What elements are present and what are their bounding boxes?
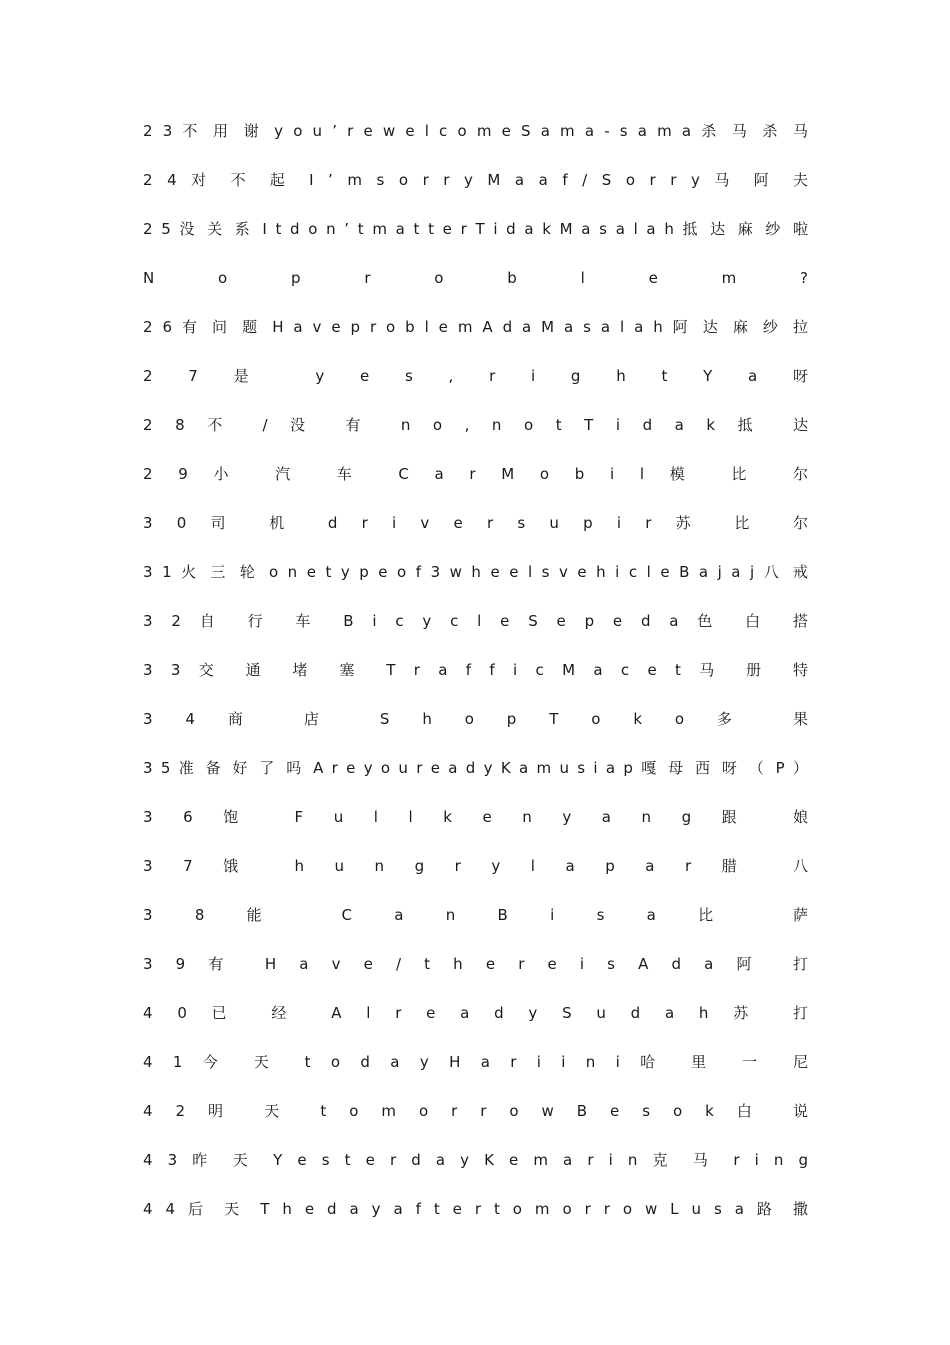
text-line: 3 5 准 备 好 了 吗 A r e y o u r e a d y K a m u s i a p 嘎 母 西 呀 （ P ） <box>143 759 808 777</box>
text-block <box>143 118 808 1245</box>
text-line: 3 2 自 行 车 B i c y c l e S e p e d a 色 白 搭 <box>143 612 808 630</box>
text-line: 3 0 司 机 d r i v e r s u p i r 苏 比 尔 <box>143 514 808 532</box>
text-line: 3 6 饱 F u l l k e n y a n g 跟 娘 <box>143 808 808 826</box>
text-line: 3 9 有 H a v e / t h e r e i s A d a 阿 打 <box>143 955 808 973</box>
text-line: 2 6 有 问 题 H a v e p r o b l e m A d a M a s a l a h 阿 达 麻 纱 拉 <box>143 318 808 336</box>
text-line: 2 4 对 不 起 I ’ m s o r r y M a a f / S o r r y 马 阿 夫 <box>143 171 808 189</box>
text-line: 2 7 是 y e s , r i g h t Y a 呀 <box>143 367 808 385</box>
text-line: 3 4 商 店 S h o p T o k o 多 果 <box>143 710 808 728</box>
text-line: 3 1 火 三 轮 o n e t y p e o f 3 w h e e l s v e h i c l e B a j a j 八 戒 <box>143 563 808 581</box>
text-line: 2 5 没 关 系 I t d o n ’ t m a t t e r T i d a k M a s a l a h 抵 达 麻 纱 啦 <box>143 220 808 238</box>
text-line: 3 8 能 C a n B i s a 比 萨 <box>143 906 808 924</box>
text-line: 4 0 已 经 A l r e a d y S u d a h 苏 打 <box>143 1004 808 1022</box>
text-line: 3 3 交 通 堵 塞 T r a f f i c M a c e t 马 册 特 <box>143 661 808 679</box>
text-line: 2 3 不 用 谢 y o u ’ r e w e l c o m e S a m a - s a m a 杀 马 杀 马 <box>143 122 808 140</box>
text-line: 2 9 小 汽 车 C a r M o b i l 模 比 尔 <box>143 465 808 483</box>
text-line: 3 7 饿 h u n g r y l a p a r 腊 八 <box>143 857 808 875</box>
text-line: 4 2 明 天 t o m o r r o w B e s o k 白 说 <box>143 1102 808 1120</box>
text-line: 4 1 今 天 t o d a y H a r i i n i 哈 里 一 尼 <box>143 1053 808 1071</box>
text-line: 2 8 不 / 没 有 n o , n o t T i d a k 抵 达 <box>143 416 808 434</box>
text-line: 4 3 昨 天 Y e s t e r d a y K e m a r i n 克 马 r i n g <box>143 1151 808 1169</box>
text-line: N o p r o b l e m ? <box>143 269 808 287</box>
text-line: 4 4 后 天 T h e d a y a f t e r t o m o r r o w L u s a 路 撒 <box>143 1200 808 1218</box>
